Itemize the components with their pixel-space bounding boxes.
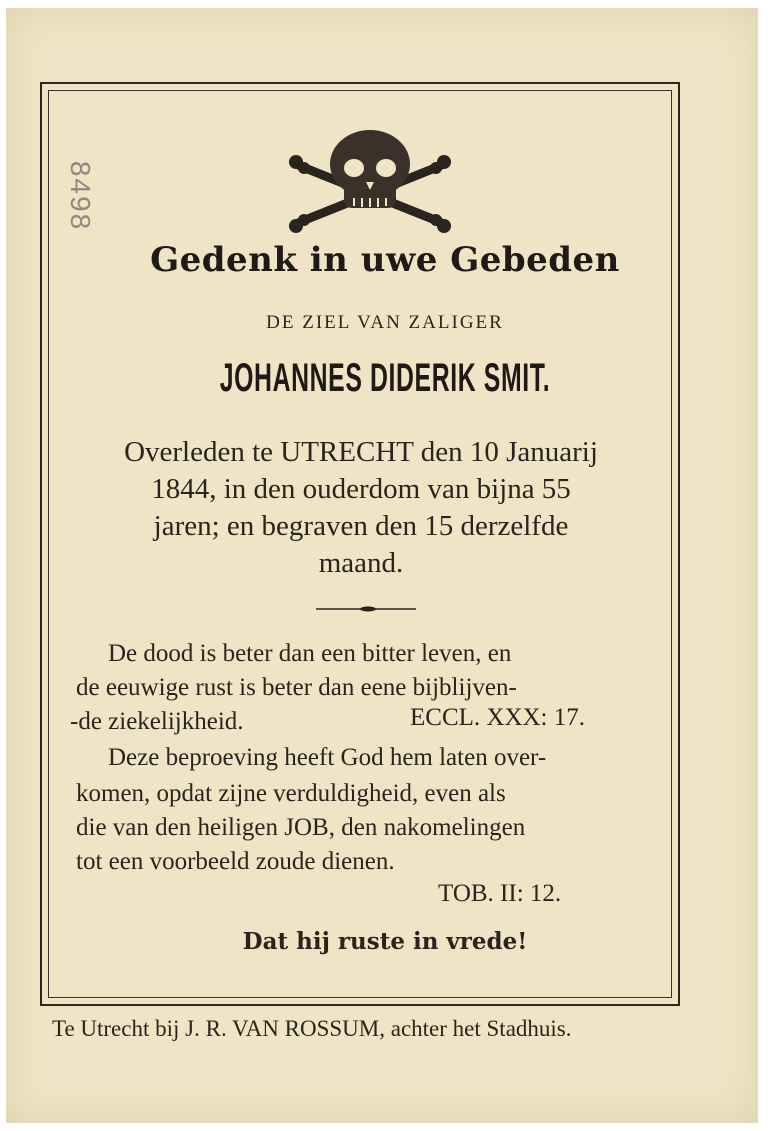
quote-2-line-2: komen, opdat zijne verduldigheid, even als xyxy=(76,780,506,807)
quote-2-line-4: tot een voorbeeld zoude dienen. xyxy=(76,848,395,875)
ornamental-rule xyxy=(316,606,416,612)
printer-imprint: Te Utrecht bij J. R. VAN ROSSUM, achter het Stadhuis. xyxy=(52,1016,572,1041)
quote-1-reference: ECCL. XXX: 17. xyxy=(410,704,585,731)
death-line-2: 1844, in den ouderdom van bijna 55 xyxy=(151,473,571,505)
heading: Gedenk in uwe Gebeden xyxy=(150,240,620,280)
death-line-3: jaren; en begraven den 15 derzelfde xyxy=(153,510,569,542)
deceased-name: JOHANNES DIDERIK SMIT. xyxy=(219,356,551,400)
quote-1-line-3: -de ziekelijkheid. xyxy=(70,708,244,735)
quote-1-line-1: De dood is beter dan een bitter leven, en xyxy=(108,640,512,667)
quote-1-line-2: de eeuwige rust is beter dan eene bijblijven- xyxy=(76,674,517,701)
closing-prayer: Dat hij ruste in vrede! xyxy=(242,928,528,955)
death-line-1: Overleden te UTRECHT den 10 Januarij xyxy=(124,436,598,468)
quote-2-line-1: Deze beproeving heeft God hem laten over- xyxy=(108,744,547,771)
subheading: DE ZIEL VAN ZALIGER xyxy=(266,312,504,333)
quote-2-line-3: die van den heiligen JOB, den nakomelingen xyxy=(76,814,526,841)
skull-and-crossbones-icon xyxy=(282,126,458,236)
pencil-note: 8498 xyxy=(65,160,97,232)
quote-2-reference: TOB. II: 12. xyxy=(438,880,562,907)
death-line-4: maand. xyxy=(318,547,404,579)
